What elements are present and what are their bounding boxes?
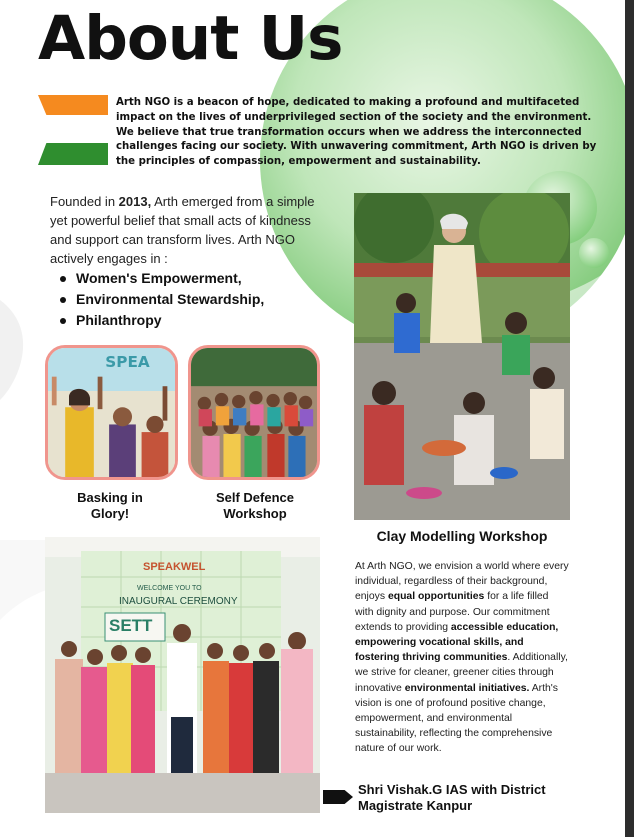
photo-self-defence xyxy=(188,345,320,480)
white-swirl-3 xyxy=(0,300,23,400)
pillar-item: Environmental Stewardship, xyxy=(58,289,264,310)
caption-clay: Clay Modelling Workshop xyxy=(376,528,548,544)
flag-green-stripe xyxy=(38,143,108,165)
pillars-list xyxy=(58,268,264,331)
vision-highlight: environmental initiatives. xyxy=(404,682,530,694)
vision-paragraph xyxy=(355,559,569,757)
svg-text:SPEA: SPEA xyxy=(105,353,150,372)
tiny-green-bubble xyxy=(579,238,609,268)
photo-inaugural-ceremony xyxy=(45,537,320,813)
founded-paragraph xyxy=(50,193,325,268)
vision-text: At Arth NGO, we envision a world where every individual, regardless of their background, enjoys xyxy=(355,561,569,603)
founded-suffix: Arth emerged from a simple yet powerful belief that small acts of kindness and support can transform lives. Arth NGO actively engages in : xyxy=(50,194,315,266)
page-title: About Us xyxy=(38,3,343,74)
banner-brand: SPEAKWEL xyxy=(143,561,206,573)
vision-text: Arth's vision is one of profound positive change, empowerment, and environmental sustainability, reflecting the comprehensive nature of our work. xyxy=(355,682,558,755)
pillar-item: Philanthropy xyxy=(58,310,264,331)
banner-welcome: WELCOME YOU TO xyxy=(137,585,202,592)
vision-highlight: equal opportunities xyxy=(387,591,485,603)
caption-self-defence: Self Defence Workshop xyxy=(215,490,295,521)
photo-clay-modelling xyxy=(354,193,570,520)
photo-basking-in-glory xyxy=(45,345,178,480)
vision-highlight: accessible education, empowering vocational skills, and fostering thriving communities xyxy=(355,621,559,664)
vision-text: . Additionally, we strive for cleaner, greener cities through innovative xyxy=(355,652,568,694)
pillar-item: Women's Empowerment, xyxy=(58,268,264,289)
founded-prefix: Founded in xyxy=(50,194,119,209)
founded-year: 2013, xyxy=(118,194,152,209)
vision-text: for a life filled with dignity and purpose. Our commitment extends to providing xyxy=(355,591,550,633)
caption-basking: Basking in Glory! xyxy=(77,490,143,521)
flag-orange-stripe xyxy=(38,95,108,115)
right-edge-border xyxy=(625,0,634,837)
banner-event: INAUGURAL CEREMONY xyxy=(119,596,238,607)
banner-program: SETT xyxy=(109,616,153,635)
intro-paragraph: Arth NGO is a beacon of hope, dedicated to making a profound and multifaceted impact on the lives of underprivileged section of the society and the environment. We believe that true transformation occurs when we address the interconnected challenges facing our society. With unwavering commitment, Arth NGO is driven by the principles of compassion, empowerment and sustainability. xyxy=(116,97,597,168)
caption-official: Shri Vishak.G IAS with District Magistrate Kanpur xyxy=(358,782,546,813)
